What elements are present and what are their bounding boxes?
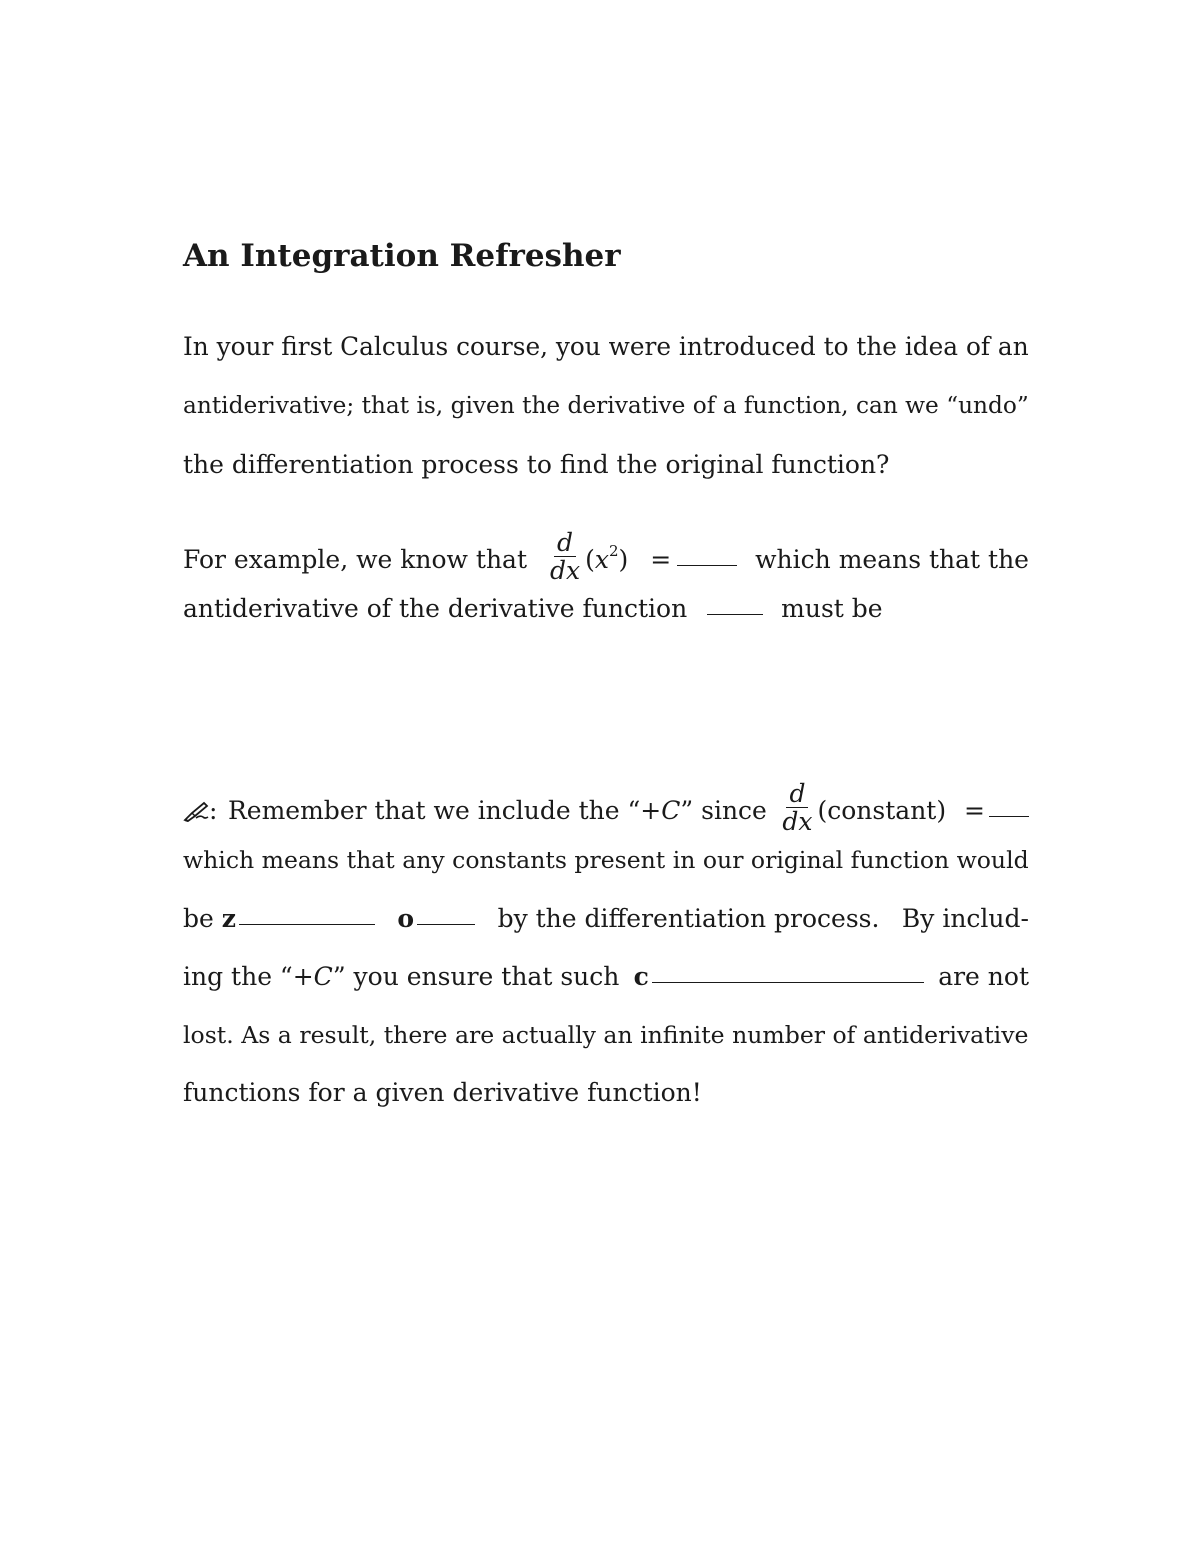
c-variable: C — [661, 796, 681, 825]
frac-numerator: d — [554, 530, 576, 557]
remember-line-1 — [183, 779, 1029, 840]
remember-text-2: which means that any constants present in our original function would — [183, 846, 1029, 874]
example-prefix: For example, we know that — [183, 545, 528, 574]
remember-line-3 — [183, 902, 1029, 936]
remember-text-1a: Remember that we include the “+ — [227, 796, 662, 825]
remember-line-6 — [183, 1076, 1029, 1110]
remember-text-4a-1: ing the “+ — [183, 962, 314, 991]
page-title: An Integration Refresher — [183, 238, 621, 274]
paren-open: ( — [585, 545, 595, 574]
answer-blank-z[interactable] — [239, 924, 375, 925]
remember-text-4b: are not — [938, 962, 1029, 991]
intro-text-2: antiderivative; that is, given the derivative of a function, can we “undo” — [183, 392, 1029, 419]
colon: : — [209, 796, 218, 825]
remember-text-4a-2: ” you ensure that such — [332, 962, 620, 991]
equals-sign: = — [650, 545, 672, 574]
hint-letter-z: z — [221, 904, 236, 933]
equals-sign-2: = — [964, 796, 985, 825]
exponent: 2 — [608, 542, 619, 560]
remember-text-1 — [228, 794, 767, 828]
constant-text: (constant) — [817, 796, 947, 825]
remember-lead — [183, 794, 217, 828]
remember-text-1b: ” since — [680, 796, 767, 825]
answer-blank-2[interactable] — [707, 614, 763, 615]
remember-text-3: by the differentiation process. — [497, 904, 880, 933]
derivative-operator — [547, 530, 583, 585]
answer-blank-1[interactable] — [677, 565, 737, 566]
c-variable-2: C — [313, 962, 333, 991]
remember-text-5: lost. As a result, there are actually an infinite number of antiderivative — [183, 1021, 1029, 1049]
intro-text-1: In your first Calculus course, you were introduced to the idea of an — [183, 332, 1029, 361]
example-line-2 — [183, 592, 1029, 626]
answer-blank-3[interactable] — [989, 816, 1029, 817]
example-line2-prefix: antiderivative of the derivative function — [183, 594, 688, 623]
hint-o-group — [397, 902, 475, 936]
remember-text-4a — [183, 960, 619, 994]
example-line-1 — [183, 528, 1029, 589]
answer-blank-o[interactable] — [417, 924, 475, 925]
word-be: be — [183, 904, 214, 933]
derivative-expression — [545, 528, 737, 589]
example-after-blank: which means that the — [755, 545, 1029, 574]
intro-line-2 — [183, 389, 1029, 423]
frac-denominator-2: dx — [782, 807, 813, 836]
hint-z-group — [183, 902, 375, 936]
derivative-operator-2 — [779, 781, 815, 836]
paren-close: ) — [618, 545, 629, 574]
intro-text-3: the differentiation process to find the original function? — [183, 450, 890, 479]
remember-line-4 — [183, 960, 1029, 994]
intro-line-1 — [183, 330, 1029, 364]
x-variable: x — [594, 545, 609, 574]
remember-line-5 — [183, 1018, 1029, 1052]
remember-line-2 — [183, 843, 1029, 877]
pencil-hand-icon — [183, 800, 209, 822]
example-line2-suffix: must be — [781, 594, 883, 623]
hint-letter-o: o — [397, 904, 415, 933]
hint-letter-c: c — [633, 962, 649, 991]
intro-line-3 — [183, 448, 1029, 482]
remember-text-6: functions for a given derivative function! — [183, 1078, 702, 1107]
hint-c-group — [634, 960, 924, 994]
answer-blank-c[interactable] — [652, 982, 924, 983]
frac-denominator: dx — [549, 556, 581, 585]
frac-numerator-2: d — [786, 781, 808, 808]
constant-derivative — [777, 779, 1029, 840]
remember-text-3-end: By includ- — [901, 904, 1029, 933]
